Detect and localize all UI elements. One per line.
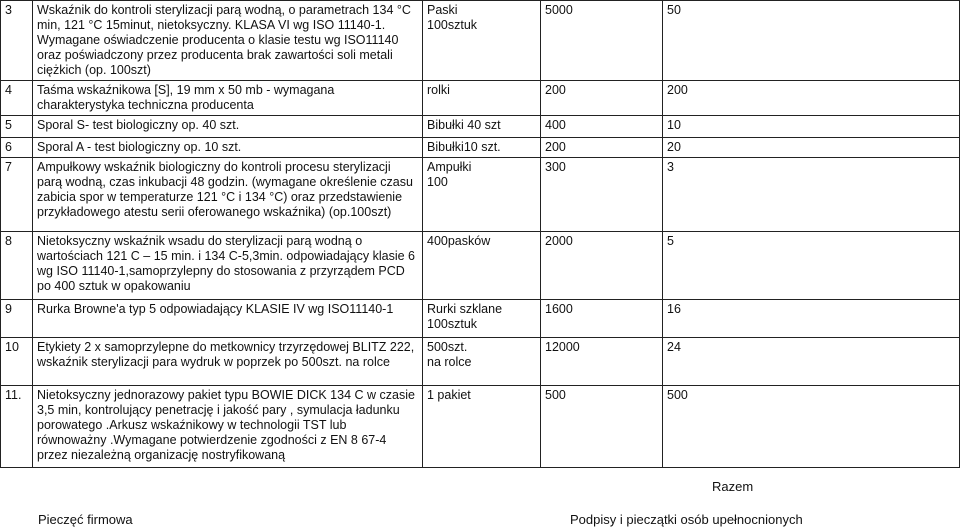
row-unit: Bibułki 40 szt — [423, 116, 541, 138]
row-total: 50 — [663, 1, 960, 81]
row-description: Ampułkowy wskaźnik biologiczny do kontroli procesu sterylizacji parą wodną, czas inkubacji 48 godzin. (wymagane określenie czasu zabicia spor w temperaturze 121 °C i 134 °C) oraz przedstawienie przykładowego atestu serii oferowanego wskaźnika) (op.100szt) — [33, 158, 423, 232]
row-description: Etykiety 2 x samoprzylepne do metkownicy trzyrzędowej BLITZ 222, wskaźnik sterylizacji para wydruk w poprzek po 500szt. na rolce — [33, 338, 423, 386]
row-total: 500 — [663, 386, 960, 468]
row-quantity: 12000 — [541, 338, 663, 386]
row-unit: Paski 100sztuk — [423, 1, 541, 81]
row-total: 200 — [663, 81, 960, 116]
table-row — [1, 116, 960, 138]
row-total: 20 — [663, 138, 960, 158]
row-description: Nietoksyczny jednorazowy pakiet typu BOWIE DICK 134 C w czasie 3,5 min, kontrolujący penetrację i jakość pary , symulacja ładunku porowatego .Arkusz wskaźnikowy w technologii TST lub równoważny .Wymagane potwierdzenie zgodności z EN 8 67-4 przez niezależną organizację nostryfikowaną — [33, 386, 423, 468]
row-description: Nietoksyczny wskaźnik wsadu do sterylizacji parą wodną o wartościach 121 C – 15 min. i 134 C-5,3min. odpowiadający klasie 6 wg ISO 11140-1,samoprzylepny do stosowania z przyrządem PCD po 400 sztuk w opakowaniu — [33, 232, 423, 300]
table-row — [1, 386, 960, 468]
row-unit: 500szt. na rolce — [423, 338, 541, 386]
row-description: Sporal S- test biologiczny op. 40 szt. — [33, 116, 423, 138]
table-row — [1, 81, 960, 116]
row-number: 3 — [1, 1, 33, 81]
row-total: 24 — [663, 338, 960, 386]
row-total: 3 — [663, 158, 960, 232]
row-unit: 1 pakiet — [423, 386, 541, 468]
table-row — [1, 158, 960, 232]
row-total: 10 — [663, 116, 960, 138]
row-number: 4 — [1, 81, 33, 116]
row-quantity: 5000 — [541, 1, 663, 81]
row-number: 11. — [1, 386, 33, 468]
row-quantity: 200 — [541, 81, 663, 116]
row-number: 9 — [1, 300, 33, 338]
row-description: Sporal A - test biologiczny op. 10 szt. — [33, 138, 423, 158]
row-number: 5 — [1, 116, 33, 138]
table-row — [1, 300, 960, 338]
row-quantity: 500 — [541, 386, 663, 468]
row-quantity: 1600 — [541, 300, 663, 338]
table-row — [1, 338, 960, 386]
total-label: Razem — [712, 479, 754, 494]
row-description: Rurka Browne'a typ 5 odpowiadający KLASIE IV wg ISO11140-1 — [33, 300, 423, 338]
row-unit: Rurki szklane 100sztuk — [423, 300, 541, 338]
row-description: Wskaźnik do kontroli sterylizacji parą wodną, o parametrach 134 °C min, 121 °C 15minut, nietoksyczny. KLASA VI wg ISO 11140-1. Wymagane oświadczenie producenta o klasie testu wg ISO11140 oraz poświadczony przez producenta brak zawartości soli metali ciężkich (op. 100szt) — [33, 1, 423, 81]
row-description: Taśma wskaźnikowa [S], 19 mm x 50 mb - wymagana charakterystyka techniczna producenta — [33, 81, 423, 116]
row-unit: rolki — [423, 81, 541, 116]
row-number: 10 — [1, 338, 33, 386]
row-quantity: 300 — [541, 158, 663, 232]
table-row — [1, 1, 960, 81]
signatures-label: Podpisy i pieczątki osób upełnocnionych — [570, 512, 803, 527]
row-number: 7 — [1, 158, 33, 232]
row-unit: Ampułki 100 — [423, 158, 541, 232]
row-quantity: 2000 — [541, 232, 663, 300]
row-unit: Bibułki10 szt. — [423, 138, 541, 158]
company-stamp-label: Pieczęć firmowa — [38, 512, 133, 527]
table-row — [1, 232, 960, 300]
row-number: 6 — [1, 138, 33, 158]
row-number: 8 — [1, 232, 33, 300]
row-quantity: 400 — [541, 116, 663, 138]
table-row — [1, 138, 960, 158]
row-total: 5 — [663, 232, 960, 300]
row-total: 16 — [663, 300, 960, 338]
row-quantity: 200 — [541, 138, 663, 158]
row-unit: 400pasków — [423, 232, 541, 300]
